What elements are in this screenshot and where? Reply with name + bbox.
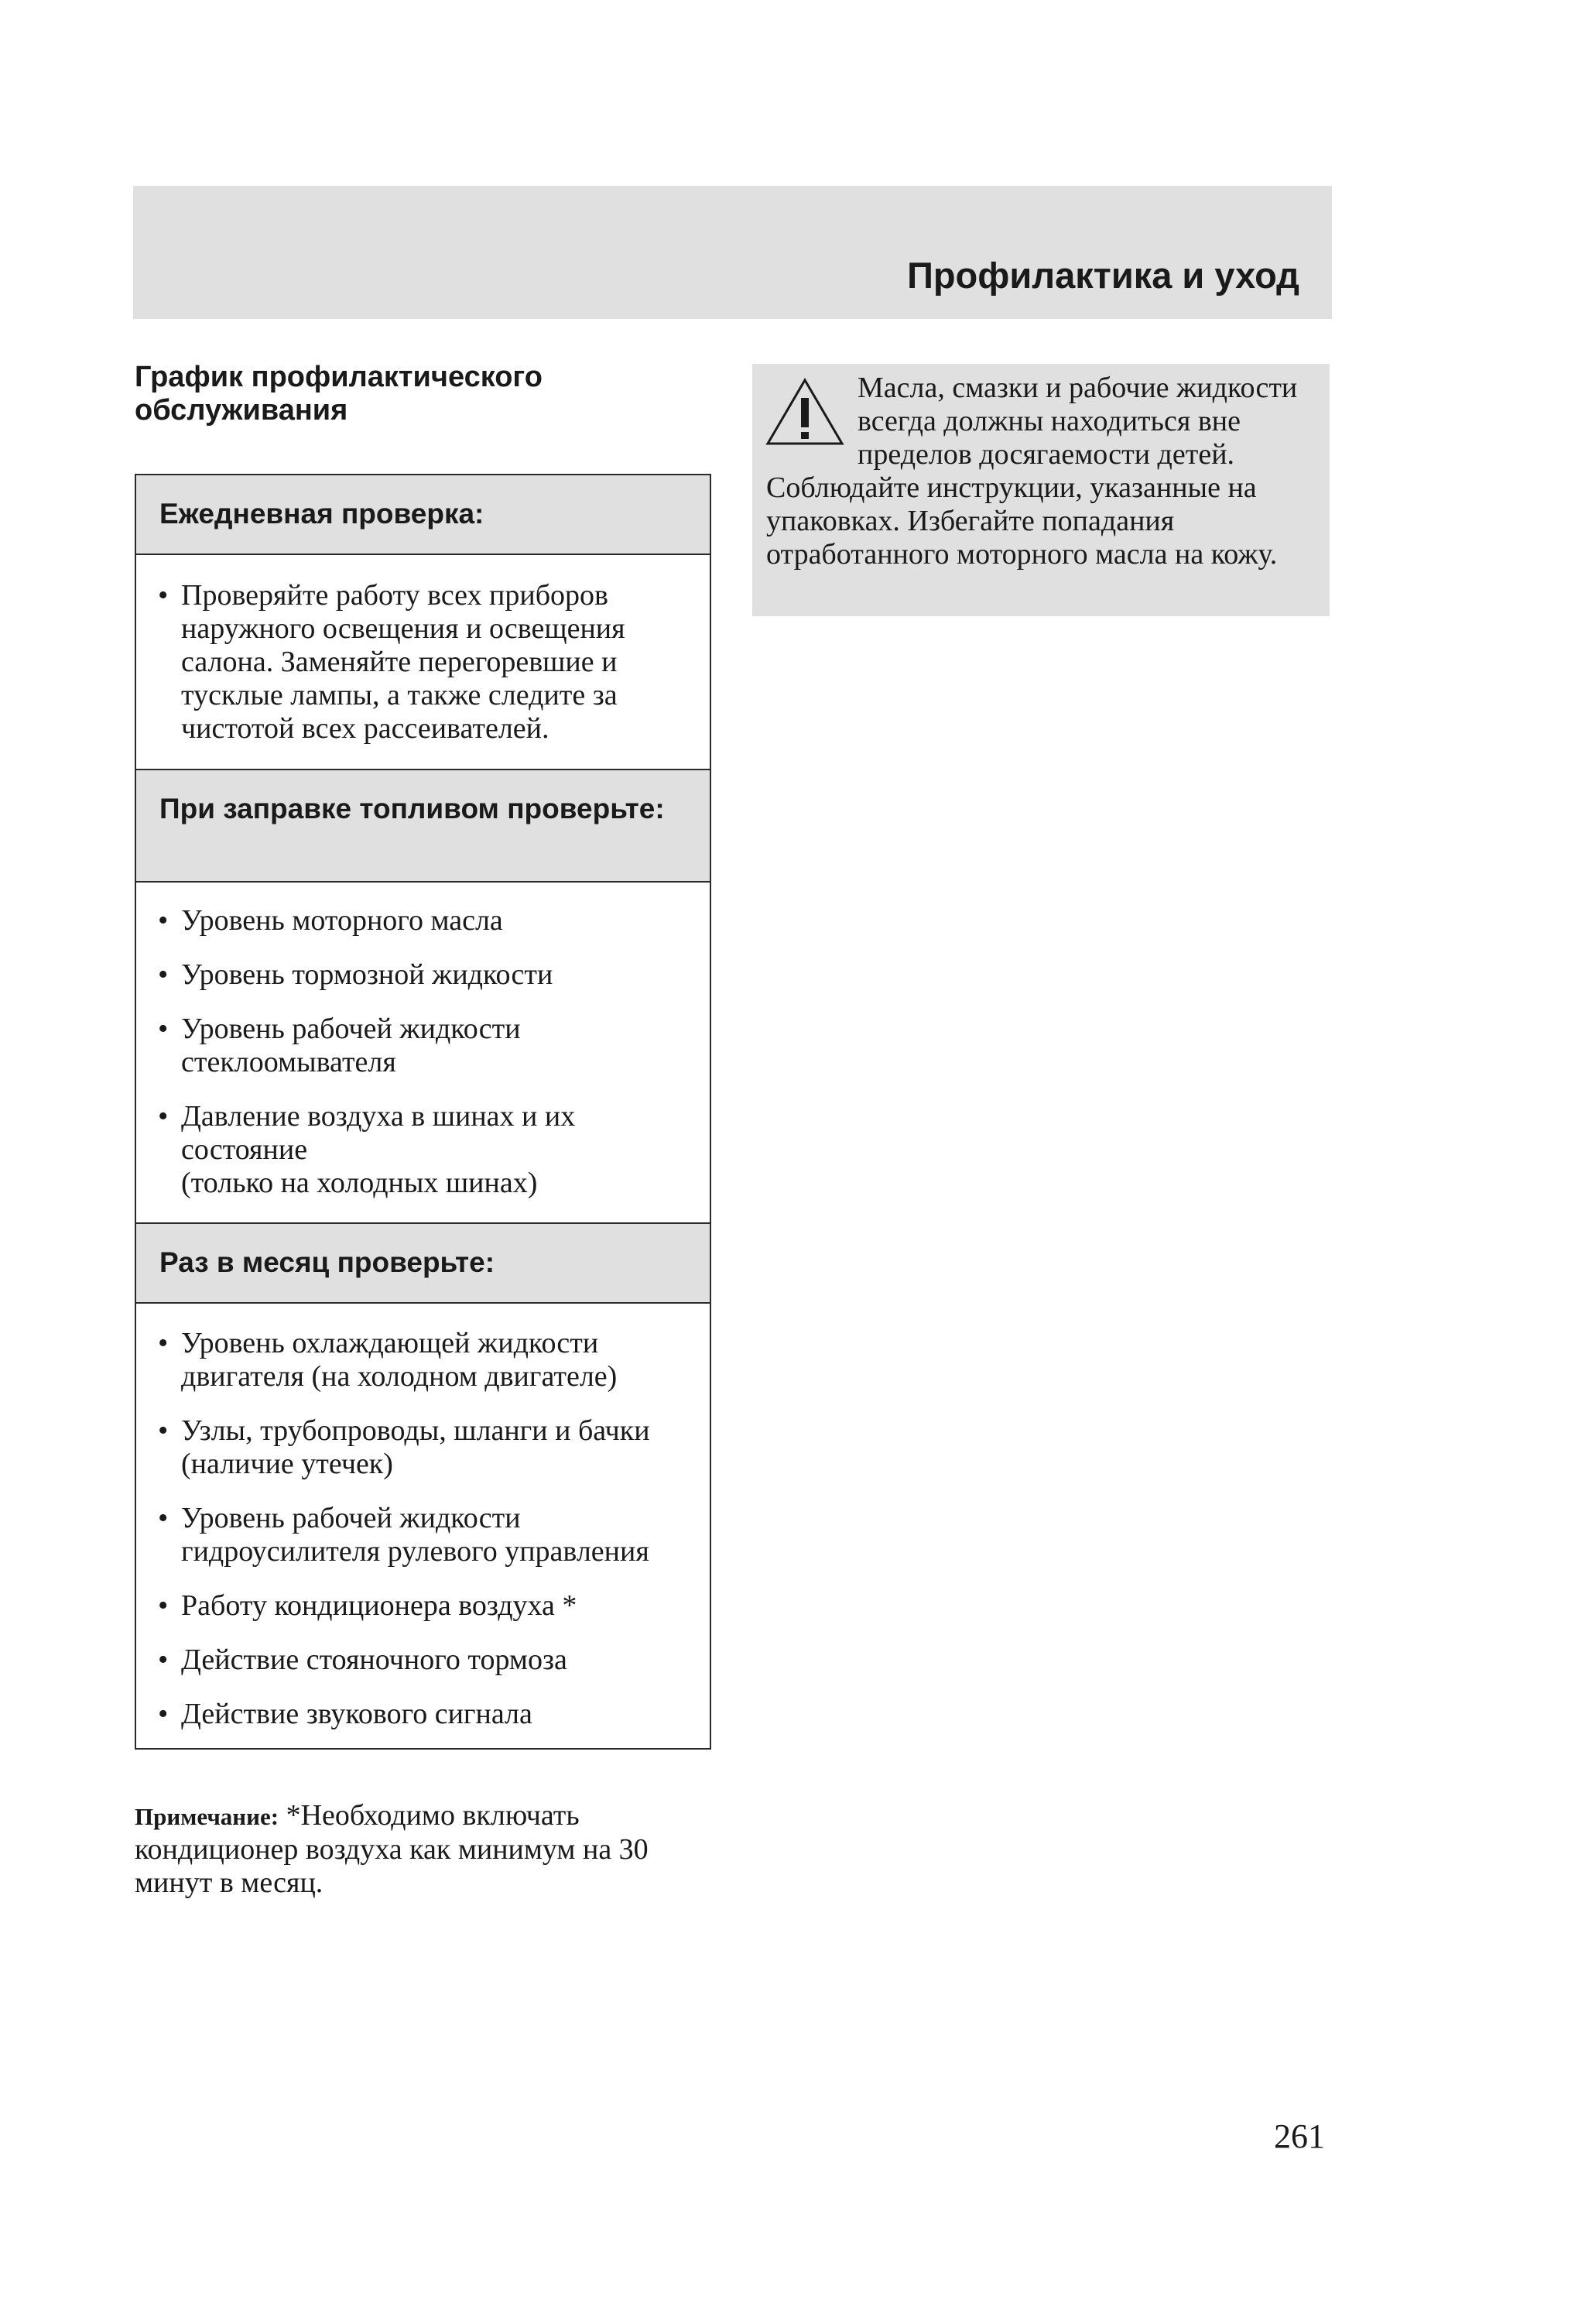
footnote xyxy=(135,1799,707,1900)
section-heading: График профилактического обслуживания xyxy=(135,361,543,427)
list-item-text: Уровень рабочей жидкости стеклоомывателя xyxy=(181,1013,521,1078)
list-item xyxy=(152,1698,683,1731)
list-item-text: Уровень тормозной жидкости xyxy=(181,958,553,991)
list-item-text: Работу кондиционера воздуха * xyxy=(181,1589,577,1622)
bullet-icon: • xyxy=(158,1100,169,1133)
list-item-text: Действие звукового сигнала xyxy=(181,1698,532,1730)
bullet-icon: • xyxy=(158,1589,169,1622)
list-item xyxy=(152,1502,683,1568)
list-item xyxy=(152,958,683,992)
list-item xyxy=(152,1327,683,1393)
list-item xyxy=(152,904,683,937)
list-item xyxy=(152,1414,683,1481)
bullet-icon: • xyxy=(158,1644,169,1676)
refuel-check-list xyxy=(152,904,683,1200)
warning-text: Масла, смазки и рабочие жидкости всегда должны находиться вне пределов досягаемости детей. Соблюдайте инструкции, указанные на упаковках. Избегайте попадания отработанного моторного масла на кожу. xyxy=(766,372,1298,571)
note-label: Примечание: xyxy=(135,1803,279,1830)
daily-check-body xyxy=(136,555,710,770)
list-item-text: Давление воздуха в шинах и их состояние (только на холодных шинах) xyxy=(181,1100,576,1199)
list-item-text: Уровень охлаждающей жидкости двигателя (на холодном двигателе) xyxy=(181,1327,618,1393)
page-number: 261 xyxy=(1274,2117,1325,2155)
daily-check-list xyxy=(152,579,683,746)
list-item xyxy=(152,579,683,746)
bullet-icon: • xyxy=(158,1327,169,1359)
bullet-icon: • xyxy=(158,958,169,991)
chapter-title: Профилактика и уход xyxy=(907,255,1299,296)
monthly-check-title: Раз в месяц проверьте: xyxy=(159,1246,495,1278)
maintenance-schedule-table xyxy=(135,474,711,1750)
refuel-check-body xyxy=(136,883,710,1224)
list-item xyxy=(152,1013,683,1079)
bullet-icon: • xyxy=(158,1414,169,1447)
daily-check-header xyxy=(136,475,710,555)
list-item-text: Действие стояночного тормоза xyxy=(181,1644,567,1676)
list-item xyxy=(152,1589,683,1623)
list-item xyxy=(152,1100,683,1200)
bullet-icon: • xyxy=(158,904,169,937)
note-text: *Необходимо включать кондиционер воздуха как минимум на 30 минут в месяц. xyxy=(135,1799,649,1899)
list-item-text: Проверяйте работу всех приборов наружного освещения и освещения салона. Заменяйте перегоревшие и тусклые лампы, а также следите за чистотой всех рассеивателей. xyxy=(181,579,625,745)
list-item-text: Узлы, трубопроводы, шланги и бачки (наличие утечек) xyxy=(181,1414,650,1480)
list-item xyxy=(152,1644,683,1677)
chapter-header-band xyxy=(133,186,1332,319)
bullet-icon: • xyxy=(158,1013,169,1045)
warning-triangle-icon xyxy=(765,376,845,447)
list-item-text: Уровень моторного масла xyxy=(181,904,503,937)
monthly-check-list xyxy=(152,1327,683,1731)
daily-check-title: Ежедневная проверка: xyxy=(159,498,484,530)
bullet-icon: • xyxy=(158,1502,169,1534)
bullet-icon: • xyxy=(158,579,169,612)
refuel-check-header xyxy=(136,770,710,883)
monthly-check-body xyxy=(136,1304,710,1748)
list-item-text: Уровень рабочей жидкости гидроусилителя рулевого управления xyxy=(181,1502,649,1568)
bullet-icon: • xyxy=(158,1698,169,1730)
warning-box xyxy=(752,364,1330,616)
monthly-check-header xyxy=(136,1224,710,1304)
refuel-check-title: При заправке топливом проверьте: xyxy=(159,793,665,824)
